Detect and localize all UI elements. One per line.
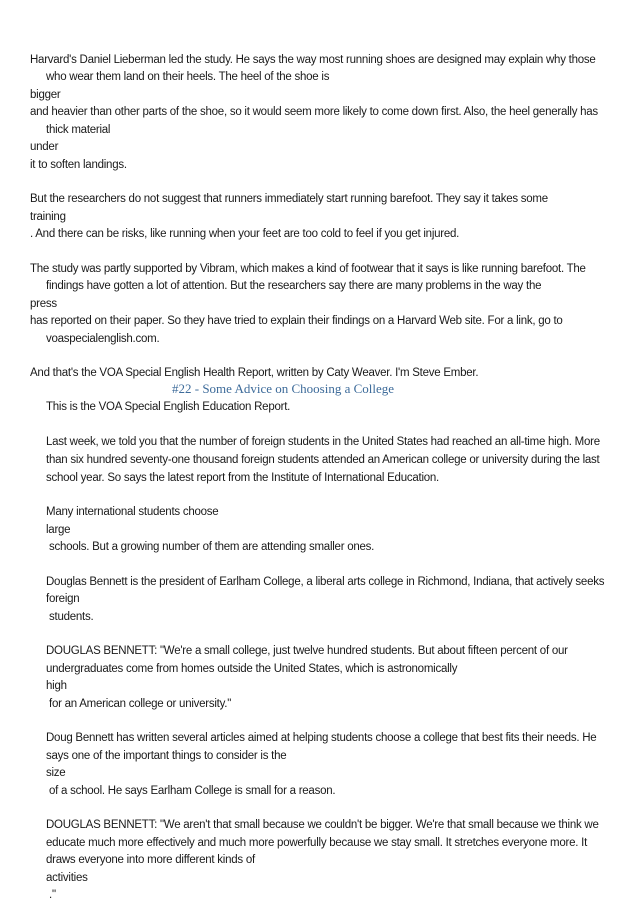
text-line: But the researchers do not suggest that runners immediately start running barefoot. They say it takes some — [30, 193, 548, 205]
text-line: press — [30, 298, 57, 310]
text-line: large — [46, 524, 71, 536]
text-line: than six hundred seventy-one thousand foreign students attended an American college or university during the last — [46, 454, 600, 466]
text-line: educate much more effectively and much more powerfully because we stay small. It stretches everyone more. It — [46, 837, 588, 849]
text-line: DOUGLAS BENNETT: "We're a small college, just twelve hundred students. But about fifteen percent of our — [46, 645, 568, 657]
text-line: DOUGLAS BENNETT: "We aren't that small because we couldn't be bigger. We're that small because we think we — [46, 819, 599, 831]
text-line: draws everyone into more different kinds of — [46, 854, 255, 866]
text-line: This is the VOA Special English Education Report. — [46, 401, 291, 413]
text-line: schools. But a growing number of them are attending smaller ones. — [49, 541, 375, 553]
text-line: under — [30, 141, 59, 153]
text-line: high — [46, 680, 67, 692]
text-line: for an American college or university." — [49, 698, 232, 710]
text-line: who wear them land on their heels. The heel of the shoe is — [46, 71, 330, 83]
text-line: Doug Bennett has written several articles aimed at helping students choose a college that best fits their needs. He — [46, 732, 597, 744]
text-line: Last week, we told you that the number of foreign students in the United States had reached an all-time high. More — [46, 436, 600, 448]
section-heading: #22 - Some Advice on Choosing a College — [172, 381, 395, 396]
text-line: ." — [49, 889, 56, 901]
text-line: activities — [46, 872, 88, 884]
text-line: says one of the important things to consider is the — [46, 750, 287, 762]
text-line: Douglas Bennett is the president of Earlham College, a liberal arts college in Richmond, Indiana, that actively seeks — [46, 576, 605, 588]
text-line: students. — [49, 611, 94, 623]
text-line: . And there can be risks, like running when your feet are too cold to feel if you get injured. — [30, 228, 460, 240]
text-line: Many international students choose — [46, 506, 219, 518]
text-line: bigger — [30, 89, 61, 101]
text-line: foreign — [46, 593, 80, 605]
text-line: and heavier than other parts of the shoe, so it would seem more likely to come down first. Also, the heel generally has — [30, 106, 598, 118]
text-line: has reported on their paper. So they have tried to explain their findings on a Harvard Web site. For a link, go to — [30, 315, 563, 327]
text-line: Harvard's Daniel Lieberman led the study. He says the way most running shoes are designed may explain why those — [30, 54, 596, 66]
text-line: size — [46, 767, 66, 779]
text-line: school year. So says the latest report from the Institute of International Education. — [46, 472, 439, 484]
text-line: findings have gotten a lot of attention. But the researchers say there are many problems in the way the — [46, 280, 542, 292]
text-line: thick material — [46, 124, 111, 136]
text-line: of a school. He says Earlham College is small for a reason. — [49, 785, 336, 797]
text-line: voaspecialenglish.com. — [46, 333, 160, 345]
text-line: undergraduates come from homes outside the United States, which is astronomically — [46, 663, 458, 675]
text-line: The study was partly supported by Vibram, which makes a kind of footwear that it says is like running barefoot. The — [30, 263, 586, 275]
text-line: training — [30, 211, 66, 223]
text-line: it to soften landings. — [30, 159, 127, 171]
text-line: And that's the VOA Special English Health Report, written by Caty Weaver. I'm Steve Ember. — [30, 367, 479, 379]
